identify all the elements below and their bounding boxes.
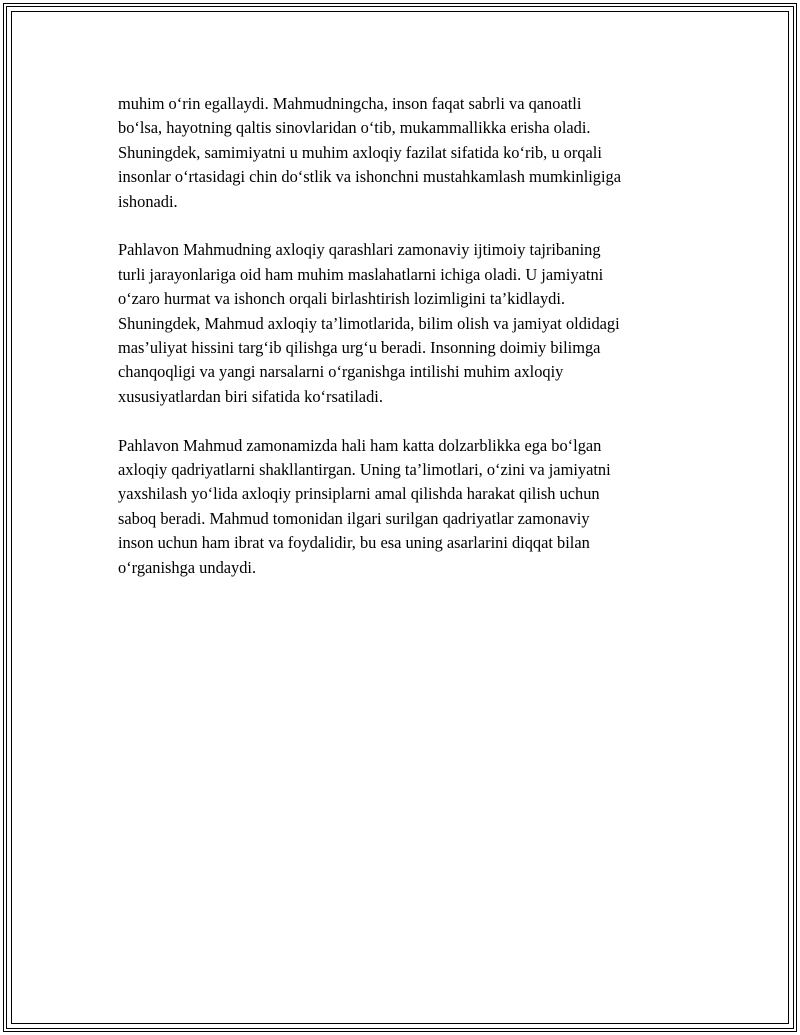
- paragraph-2: Pahlavon Mahmudning axloqiy qarashlari zamonaviy ijtimoiy tajribaning turli jarayonlariga oid ham muhim maslahatlarni ichiga oladi. U jamiyatni o‘zaro hurmat va ishonch orqali birlashtirish lozimligini ta’kidlaydi. Shuningdek, Mahmud axloqiy ta’limotlarida, bilim olish va jamiyat oldidagi mas’uliyat hissini targ‘ib qilishga urg‘u beradi. Insonning doimiy bilimga chanqoqligi va yangi narsalarni o‘rganishga intilishi muhim axloqiy xususiyatlardan biri sifatida ko‘rsatiladi.: [118, 240, 620, 406]
- document-body: [118, 92, 708, 604]
- paragraph-3: Pahlavon Mahmud zamonamizda hali ham katta dolzarblikka ega bo‘lgan axloqiy qadriyatlarni shakllantirgan. Uning ta’limotlari, o‘zini va jamiyatni yaxshilash yo‘lida axloqiy prinsiplarni amal qilishda harakat qilish uchun saboq beradi. Mahmud tomonidan ilgari surilgan qadriyatlar zamonaviy inson uchun ham ibrat va foydalidir, bu esa uning asarlarini diqqat bilan o‘rganishga undaydi.: [118, 435, 611, 577]
- paragraph-1: muhim o‘rin egallaydi. Mahmudningcha, inson faqat sabrli va qanoatli bo‘lsa, hayotning qaltis sinovlaridan o‘tib, mukammallikka erisha oladi. Shuningdek, samimiyatni u muhim axloqiy fazilat sifatida ko‘rib, u orqali insonlar o‘rtasidagi chin do‘stlik va ishonchni mustahkamlash mumkinligiga ishonadi.: [118, 94, 622, 211]
